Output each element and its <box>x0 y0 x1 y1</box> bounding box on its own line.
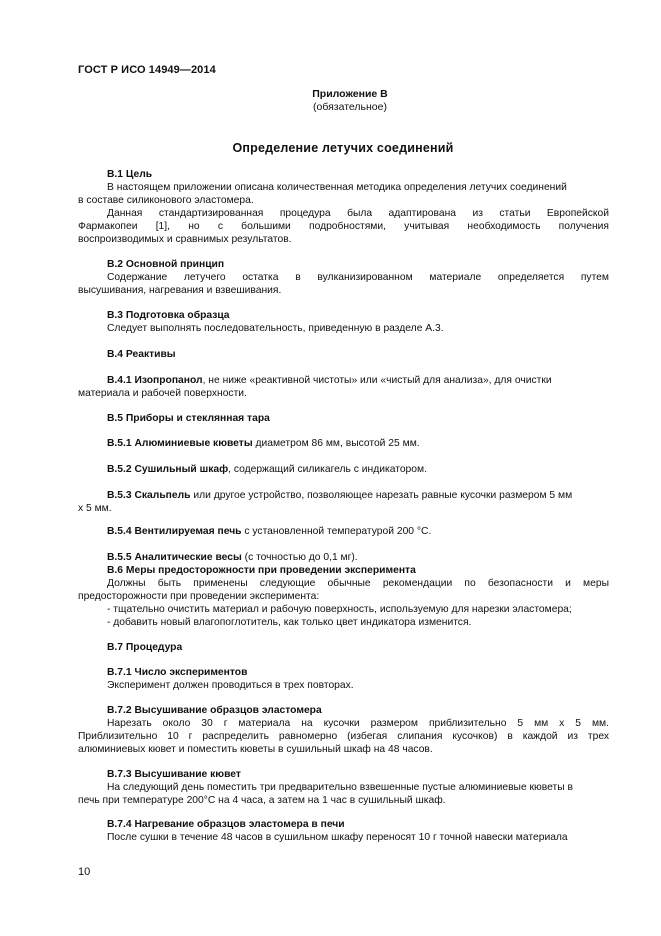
paragraph-line: печь при температуре 200°С на 4 часа, а затем на 1 час в сушильный шкаф. <box>78 795 446 806</box>
section-heading-b2: В.2 Основной принцип <box>107 259 225 270</box>
clause-b53-text: или другое устройство, позволяющее нарезать равные кусочки размером 5 мм <box>190 490 573 501</box>
clause-b54-term: В.5.4 Вентилируемая печь <box>107 526 242 537</box>
clause-b55 <box>107 551 609 564</box>
clause-b51-term: В.5.1 Алюминиевые кюветы <box>107 438 253 449</box>
list-item: - добавить новый влагопоглотитель, как только цвет индикатора изменится. <box>107 617 472 628</box>
paragraph-line: материала и рабочей поверхности. <box>78 388 247 399</box>
annex-label: Приложение В <box>312 88 388 100</box>
section-heading-b7: В.7 Процедура <box>107 642 183 653</box>
clause-b41 <box>107 374 609 387</box>
section-heading-b3: В.3 Подготовка образца <box>107 310 230 321</box>
paragraph-line: Должны быть применены следующие обычные рекомендации по безопасности и меры <box>107 578 609 589</box>
paragraph-line: Содержание летучего остатка в вулканизированном материале определяется путем <box>107 272 609 283</box>
paragraph-line: Следует выполнять последовательность, приведенную в разделе А.3. <box>107 323 444 334</box>
paragraph-line: На следующий день поместить три предварительно взвешенные пустые алюминиевые кюветы в <box>107 782 573 793</box>
paragraph-line: Данная стандартизированная процедура была адаптирована из статьи Европейской <box>107 208 609 219</box>
section-heading-b6: В.6 Меры предосторожности при проведении эксперимента <box>107 565 416 576</box>
annex-title: Определение летучих соединений <box>232 141 454 155</box>
clause-b52-text: , содержащий силикагель с индикатором. <box>228 464 427 475</box>
subsection-heading-b74: В.7.4 Нагревание образцов эластомера в печи <box>107 819 345 830</box>
paragraph-line: в составе силиконового эластомера. <box>78 195 254 206</box>
paragraph-line: предосторожности при проведении эксперимента: <box>78 591 320 602</box>
clause-b53 <box>107 489 609 502</box>
section-heading-b1: В.1 Цель <box>107 169 153 180</box>
standard-designation: ГОСТ Р ИСО 14949—2014 <box>78 64 216 76</box>
annex-status: (обязательное) <box>313 101 387 113</box>
paragraph-line: воспроизводимых и сравнимых результатов. <box>78 234 292 245</box>
subsection-heading-b71: В.7.1 Число экспериментов <box>107 667 248 678</box>
subsection-heading-b73: В.7.3 Высушивание кювет <box>107 769 241 780</box>
clause-b55-term: В.5.5 Аналитические весы <box>107 552 242 563</box>
clause-b52-term: В.5.2 Сушильный шкаф <box>107 464 229 475</box>
list-item: - тщательно очистить материал и рабочую поверхность, используемую для нарезки эластомера; <box>107 604 572 615</box>
paragraph-line: Приблизительно 10 г распределить равномерно (избегая слипания кусочков) в каждой из трех <box>78 731 609 742</box>
paragraph-line: высушивания, нагревания и взвешивания. <box>78 285 282 296</box>
paragraph-line: х 5 мм. <box>78 503 112 514</box>
section-heading-b4: В.4 Реактивы <box>107 349 176 360</box>
paragraph-line: Нарезать около 30 г материала на кусочки размером приблизительно 5 мм х 5 мм. <box>107 718 609 729</box>
clause-b52 <box>107 463 609 476</box>
clause-b41-term: В.4.1 Изопропанол <box>107 375 203 386</box>
clause-b51-text: диаметром 86 мм, высотой 25 мм. <box>252 438 420 449</box>
clause-b54 <box>107 525 609 538</box>
paragraph-line: В настоящем приложении описана количественная методика определения летучих соединений <box>107 182 567 193</box>
subsection-heading-b72: В.7.2 Высушивание образцов эластомера <box>107 705 322 716</box>
clause-b54-text: с установленной температурой 200 °С. <box>241 526 432 537</box>
clause-b53-term: В.5.3 Скальпель <box>107 490 191 501</box>
paragraph-line: алюминиевых кювет и поместить кюветы в сушильный шкаф на 48 часов. <box>78 744 433 755</box>
paragraph-line: Фармакопеи [1], но с большими подробностями, учитывая необходимость получения <box>78 221 609 232</box>
clause-b41-text: , не ниже «реактивной чистоты» или «чистый для анализа», для очистки <box>202 375 552 386</box>
paragraph-line: После сушки в течение 48 часов в сушильном шкафу переносят 10 г точной навески материала <box>107 832 568 843</box>
page-number: 10 <box>78 866 91 878</box>
clause-b51 <box>107 437 609 450</box>
section-heading-b5: В.5 Приборы и стеклянная тара <box>107 413 270 424</box>
clause-b55-text: (с точностью до 0,1 мг). <box>241 552 358 563</box>
paragraph-line: Эксперимент должен проводиться в трех повторах. <box>107 680 354 691</box>
